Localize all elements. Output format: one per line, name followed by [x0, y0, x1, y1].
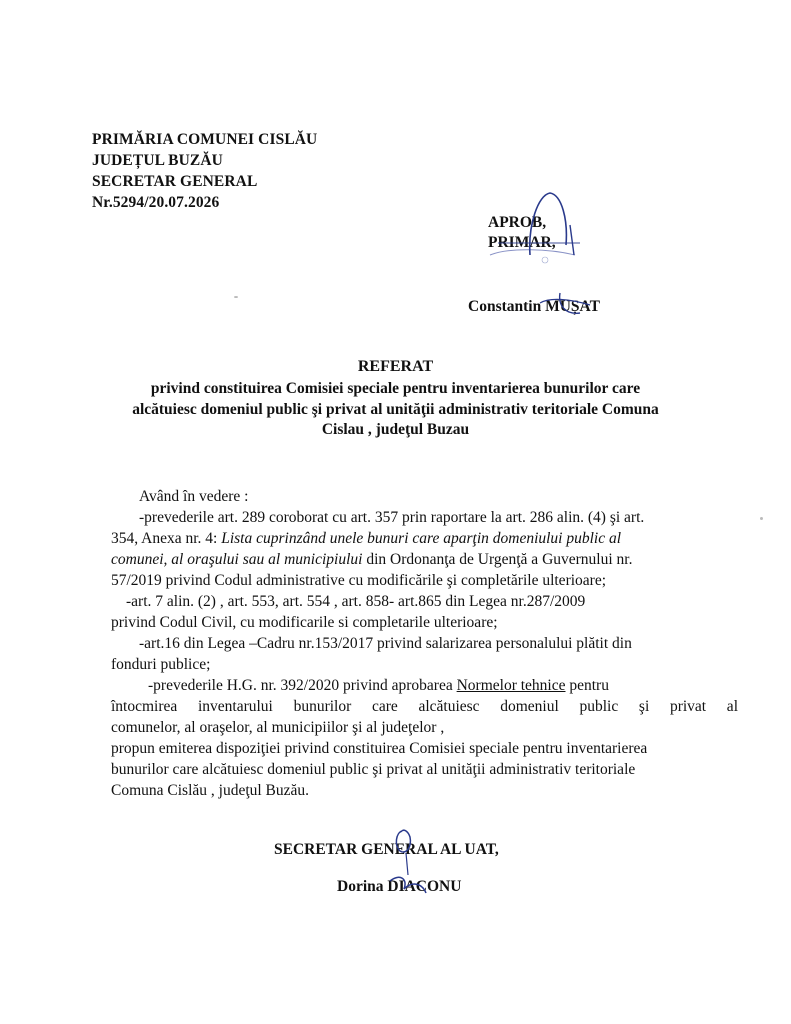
body-text: 354, Anexa nr. 4: [111, 530, 222, 547]
body-line: întocmirea inventarului bunurilor care alcătuiesc domeniul public şi privat al [111, 698, 738, 715]
body-line: 57/2019 privind Codul administrative cu modificările şi completările ulterioare; [111, 572, 607, 589]
body-line: -art.16 din Legea –Cadru nr.153/2017 privind salarizarea personalului plătit din [139, 635, 632, 652]
approval-role: PRIMAR, [488, 234, 556, 251]
body-line: -art. 7 alin. (2) , art. 553, art. 554 , art. 858- art.865 din Legea nr.287/2009 [126, 593, 586, 610]
body-line [148, 675, 609, 696]
body-line: Având în vedere : [139, 488, 249, 505]
mayor-name: Constantin MUȘAT [468, 298, 600, 315]
document-subtitle [0, 379, 791, 441]
body-text: din Ordonanţa de Urgenţă a Guvernului nr. [362, 551, 633, 568]
registration-number: Nr.5294/20.07.2026 [92, 194, 220, 211]
body-line: Comuna Cislău , judeţul Buzău. [111, 782, 310, 799]
body-text-italic: Lista cuprinzând unele bunuri care aparţin domeniului public al [221, 530, 622, 547]
signatory-name: Dorina DIACONU [337, 878, 462, 895]
body-line: privind Codul Civil, cu modificarile si completarile ulterioare; [111, 614, 498, 631]
body-line: bunurilor care alcătuiesc domeniul public şi privat al unităţii administrativ teritoriale [111, 761, 636, 778]
header-line-institution: PRIMĂRIA COMUNEI CISLĂU [92, 131, 318, 148]
scan-speck [234, 296, 238, 298]
header-line-county: JUDEȚUL BUZĂU [92, 152, 223, 169]
approval-label: APROB, [488, 214, 547, 231]
approval-block [488, 213, 556, 253]
body-text-underlined: Normelor tehnice [456, 677, 566, 694]
body-line: fonduri publice; [111, 656, 211, 673]
body-text-italic: comunei, al oraşului sau al municipiului [111, 551, 363, 568]
document-title: REFERAT [357, 358, 434, 375]
subtitle-line: Cislau , judeţul Buzau [321, 421, 470, 438]
body-line: comunelor, al oraşelor, al municipiilor şi al judeţelor , [111, 719, 445, 736]
header-line-office: SECRETAR GENERAL [92, 173, 258, 190]
body-line [111, 549, 632, 570]
body-text: pentru [565, 677, 609, 694]
subtitle-line: alcătuiesc domeniul public şi privat al unităţii administrativ teritoriale Comuna [132, 400, 659, 418]
body-line [111, 528, 621, 549]
institution-header [92, 129, 317, 213]
subtitle-line: privind constituirea Comisiei speciale pentru inventarierea bunurilor care [150, 380, 641, 397]
scan-speck [760, 517, 763, 520]
body-line: propun emiterea dispoziţiei privind constituirea Comisiei speciale pentru inventarierea [111, 740, 648, 757]
body-line: -prevederile art. 289 coroborat cu art. 357 prin raportare la art. 286 alin. (4) şi art. [139, 509, 645, 526]
body-text: -prevederile H.G. nr. 392/2020 privind aprobarea [148, 677, 457, 694]
signatory-role: SECRETAR GENERAL AL UAT, [274, 841, 499, 858]
